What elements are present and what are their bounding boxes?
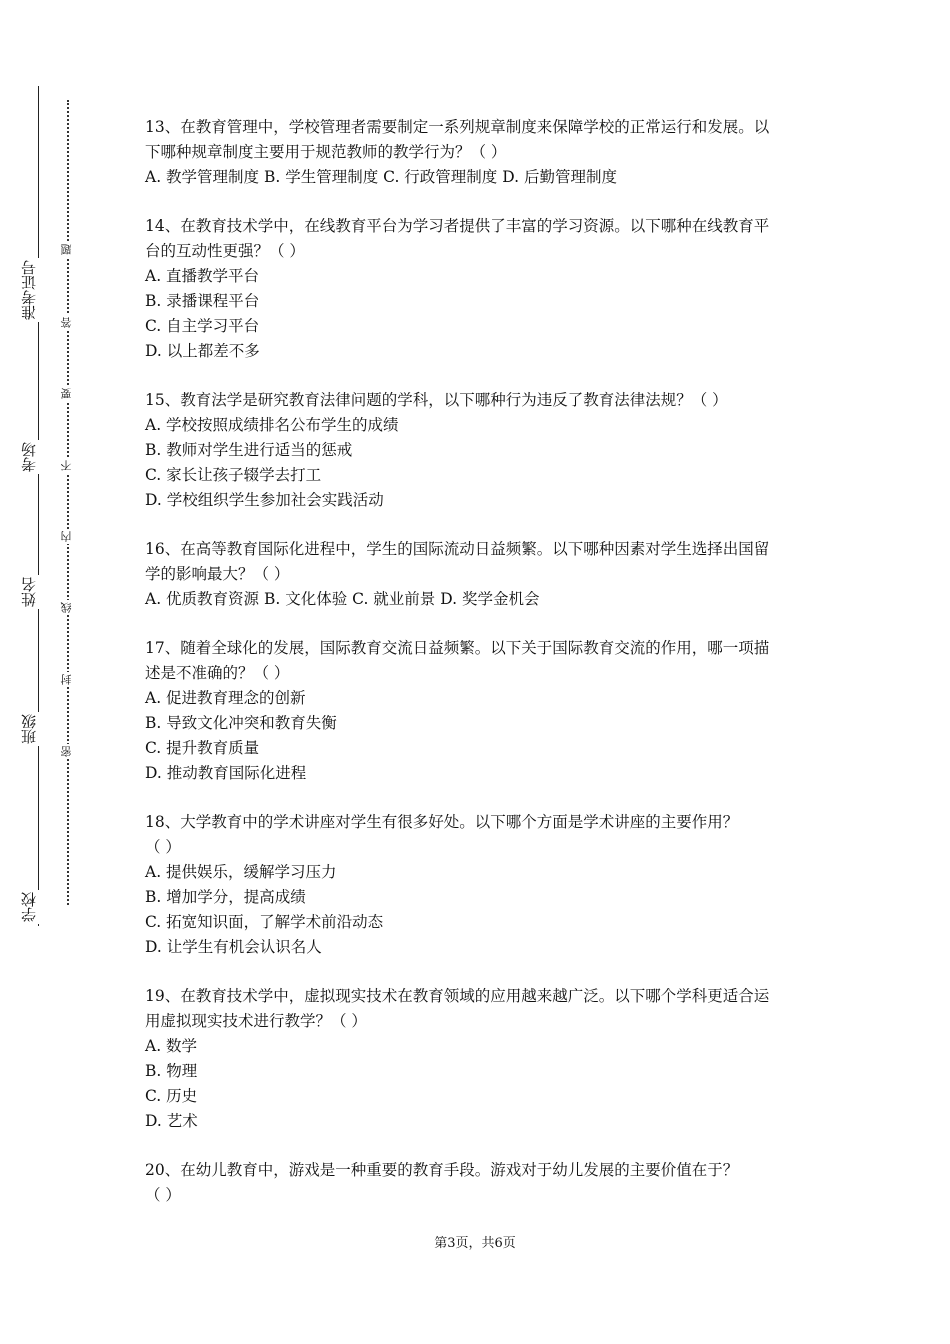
seal-char: 要 bbox=[60, 388, 73, 399]
question-stem: （ ） bbox=[145, 838, 181, 856]
question-stem: 学的影响最大？（ ） bbox=[145, 565, 290, 583]
question-16 bbox=[145, 537, 815, 612]
inline-options: A. 优质教育资源 B. 文化体验 C. 就业前景 D. 奖学金机会 bbox=[145, 590, 540, 608]
question-stem: 20、在幼儿教育中，游戏是一种重要的教育手段。游戏对于幼儿发展的主要价值在于？ bbox=[145, 1161, 739, 1179]
seal-char: 封 bbox=[60, 674, 73, 685]
option-b: B. 物理 bbox=[145, 1062, 198, 1080]
option-a: A. 数学 bbox=[145, 1037, 198, 1055]
question-18 bbox=[145, 810, 815, 960]
option-d: D. 学校组织学生参加社会实践活动 bbox=[145, 491, 384, 509]
option-a: A. 促进教育理念的创新 bbox=[145, 689, 306, 707]
binding-solid-line bbox=[38, 86, 39, 926]
seal-char: 线 bbox=[60, 602, 73, 613]
question-stem: 15、教育法学是研究教育法律问题的学科，以下哪种行为违反了教育法律法规？（ ） bbox=[145, 391, 728, 409]
option-a: A. 学校按照成绩排名公布学生的成绩 bbox=[145, 416, 399, 434]
option-b: B. 教师对学生进行适当的惩戒 bbox=[145, 441, 353, 459]
question-stem: 19、在教育技术学中，虚拟现实技术在教育领域的应用越来越广泛。以下哪个学科更适合运 bbox=[145, 987, 770, 1005]
option-d: D. 艺术 bbox=[145, 1112, 198, 1130]
question-15 bbox=[145, 388, 815, 513]
option-d: D. 让学生有机会认识名人 bbox=[145, 938, 322, 956]
question-20 bbox=[145, 1158, 815, 1208]
option-c: C. 家长让孩子辍学去打工 bbox=[145, 466, 322, 484]
question-13 bbox=[145, 115, 815, 190]
option-b: B. 增加学分，提高成绩 bbox=[145, 888, 306, 906]
option-c: C. 提升教育质量 bbox=[145, 739, 260, 757]
option-d: D. 推动教育国际化进程 bbox=[145, 764, 307, 782]
question-stem: 16、在高等教育国际化进程中，学生的国际流动日益频繁。以下哪种因素对学生选择出国留 bbox=[145, 540, 770, 558]
label-exam-room: 考场 bbox=[20, 440, 42, 474]
option-c: C. 历史 bbox=[145, 1087, 198, 1105]
option-a: A. 提供娱乐，缓解学习压力 bbox=[145, 863, 337, 881]
inline-options: A. 教学管理制度 B. 学生管理制度 C. 行政管理制度 D. 后勤管理制度 bbox=[145, 168, 617, 186]
question-list bbox=[145, 115, 815, 1232]
question-17 bbox=[145, 636, 815, 786]
question-stem: 13、在教育管理中，学校管理者需要制定一系列规章制度来保障学校的正常运行和发展。以 bbox=[145, 118, 770, 136]
option-d: D. 以上都差不多 bbox=[145, 342, 260, 360]
question-stem: 述是不准确的？（ ） bbox=[145, 664, 290, 682]
question-stem: 17、随着全球化的发展，国际教育交流日益频繁。以下关于国际教育交流的作用，哪一项描 bbox=[145, 639, 770, 657]
label-school: 学校 bbox=[20, 890, 42, 924]
option-c: C. 拓宽知识面，了解学术前沿动态 bbox=[145, 913, 384, 931]
question-stem: 下哪种规章制度主要用于规范教师的教学行为？（ ） bbox=[145, 143, 507, 161]
option-b: B. 导致文化冲突和教育失衡 bbox=[145, 714, 337, 732]
option-c: C. 自主学习平台 bbox=[145, 317, 260, 335]
question-stem: 14、在教育技术学中，在线教育平台为学习者提供了丰富的学习资源。以下哪种在线教育平 bbox=[145, 217, 770, 235]
question-stem: （ ） bbox=[145, 1186, 181, 1204]
label-name: 姓名 bbox=[20, 575, 42, 609]
question-19 bbox=[145, 984, 815, 1134]
option-a: A. 直播教学平台 bbox=[145, 267, 260, 285]
option-b: B. 录播课程平台 bbox=[145, 292, 260, 310]
label-class: 班级 bbox=[20, 712, 42, 746]
question-stem: 18、大学教育中的学术讲座对学生有很多好处。以下哪个方面是学术讲座的主要作用？ bbox=[145, 813, 739, 831]
question-stem: 台的互动性更强？（ ） bbox=[145, 242, 305, 260]
label-exam-number: 准考证号 bbox=[20, 258, 42, 322]
question-14 bbox=[145, 214, 815, 364]
seal-char: 答 bbox=[60, 317, 73, 328]
seal-char: 内 bbox=[60, 531, 73, 542]
question-stem: 用虚拟现实技术进行教学？（ ） bbox=[145, 1012, 367, 1030]
seal-char: 密 bbox=[60, 746, 73, 757]
seal-char: 题 bbox=[60, 244, 73, 255]
seal-char: 不 bbox=[60, 460, 73, 471]
binding-dotted-line bbox=[67, 100, 69, 905]
page-number: 第3页，共6页 bbox=[434, 1236, 516, 1251]
